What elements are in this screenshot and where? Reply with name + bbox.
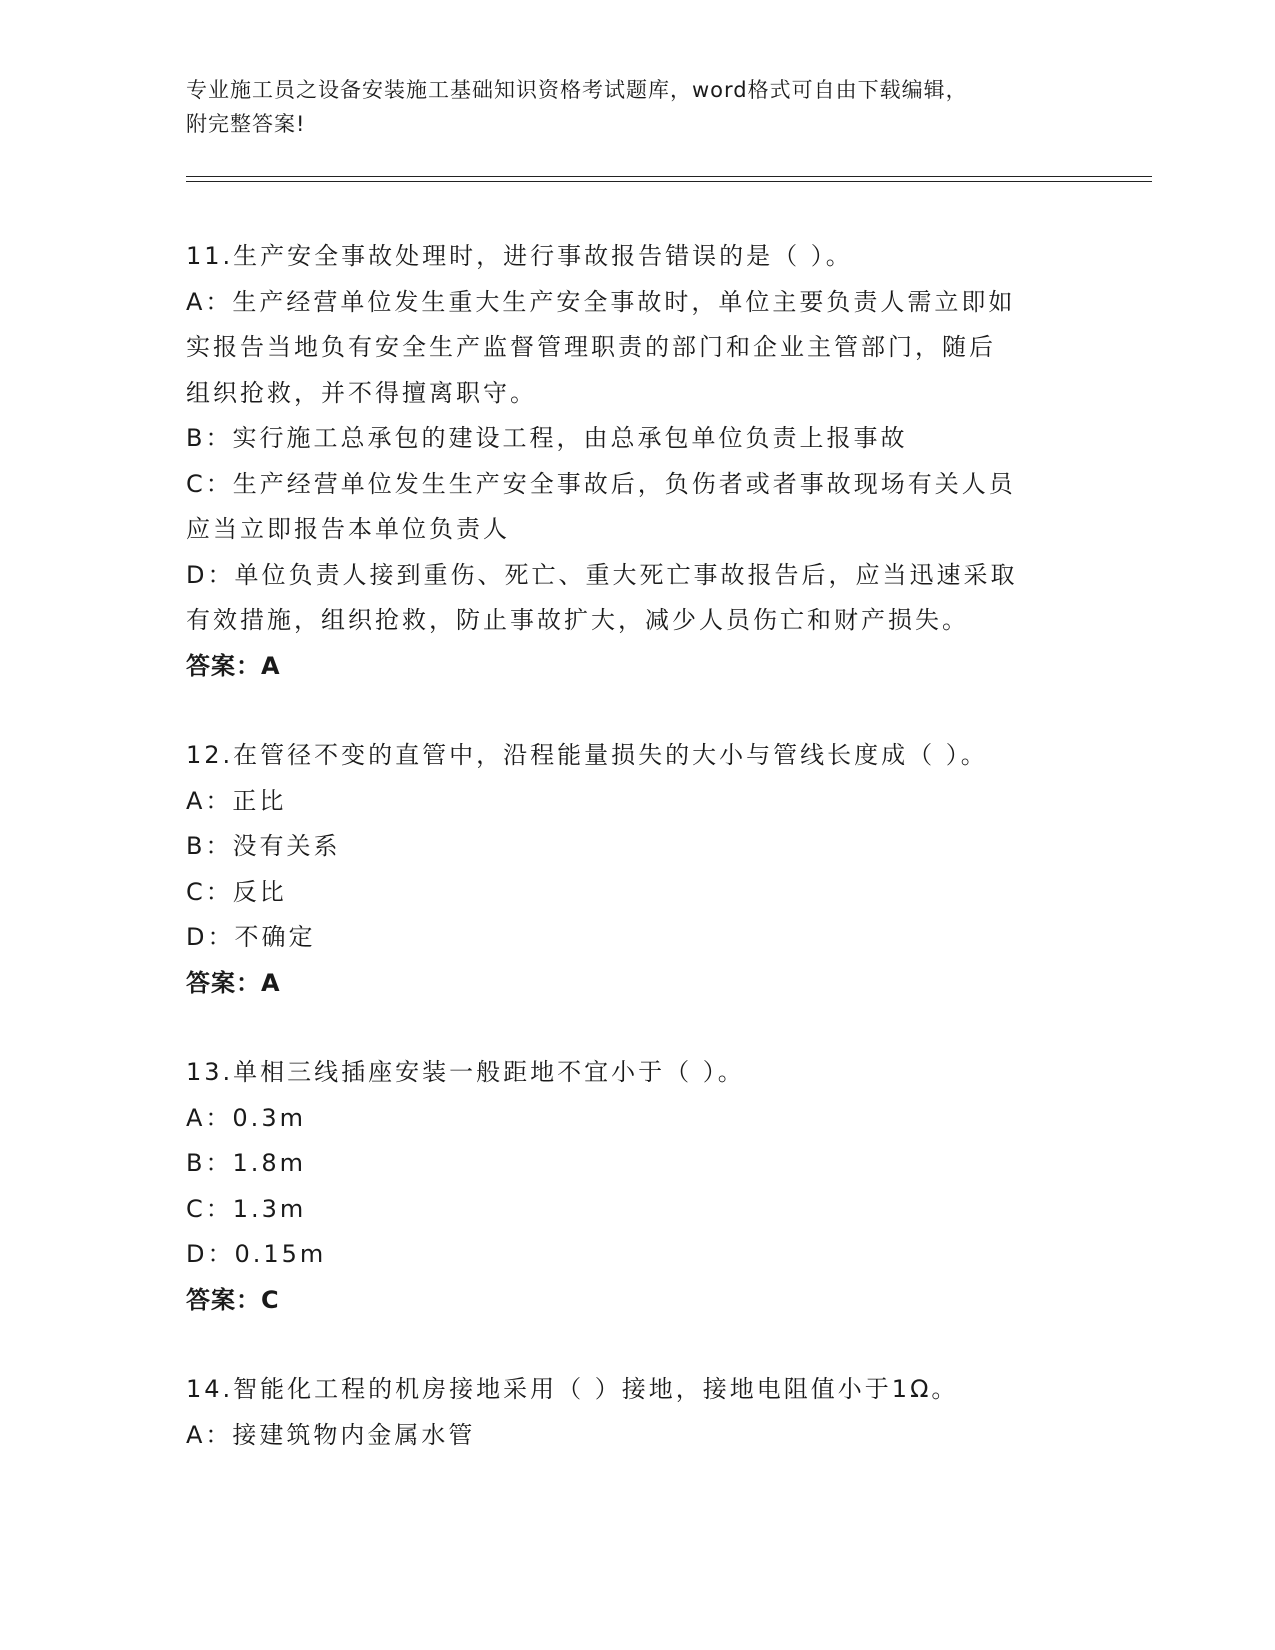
- question-stem: 13.单相三线插座安装一般距地不宜小于（ ）。: [186, 1058, 745, 1086]
- question-stem: 14.智能化工程的机房接地采用（ ）接地，接地电阻值小于1Ω。: [186, 1375, 959, 1403]
- header-rule-top: [186, 176, 1152, 177]
- answer-text: 答案：A: [186, 968, 281, 997]
- option-c-line-1: C：生产经营单位发生生产安全事故后，负伤者或者事故现场有关人员: [186, 469, 1016, 498]
- option-b: B：没有关系: [186, 832, 341, 860]
- question-13: [186, 1050, 1086, 1323]
- answer-text: 答案：A: [186, 651, 281, 680]
- document-header: [186, 73, 1066, 141]
- question-11: [186, 234, 1086, 689]
- option-c: C：1.3m: [186, 1194, 307, 1223]
- question-14: [186, 1367, 1086, 1458]
- answer-text: 答案：C: [186, 1285, 280, 1314]
- option-a-line-2: 实报告当地负有安全生产监督管理职责的部门和企业主管部门，随后: [186, 333, 996, 361]
- option-b: B：1.8m: [186, 1149, 307, 1177]
- option-d: D：0.15m: [186, 1240, 327, 1268]
- option-c: C：反比: [186, 877, 287, 906]
- option-d-line-2: 有效措施，组织抢救，防止事故扩大，减少人员伤亡和财产损失。: [186, 606, 969, 634]
- option-b: B：实行施工总承包的建设工程，由总承包单位负责上报事故: [186, 424, 908, 452]
- option-a: A：0.3m: [186, 1103, 306, 1132]
- option-a-line-3: 组织抢救，并不得擅离职守。: [186, 378, 537, 407]
- option-a-line-1: A：生产经营单位发生重大生产安全事故时，单位主要负责人需立即如: [186, 287, 1016, 316]
- header-title-line-2: 附完整答案!: [186, 112, 306, 136]
- question-list: [186, 234, 1086, 1502]
- header-title-line-1: 专业施工员之设备安装施工基础知识资格考试题库，word格式可自由下载编辑，: [186, 78, 968, 102]
- option-a: A：正比: [186, 786, 287, 815]
- question-12: [186, 733, 1086, 1006]
- question-stem: 11.生产安全事故处理时，进行事故报告错误的是（ ）。: [186, 242, 853, 270]
- option-c-line-2: 应当立即报告本单位负责人: [186, 515, 510, 543]
- option-a: A：接建筑物内金属水管: [186, 1420, 476, 1449]
- header-rule-bottom: [186, 181, 1152, 182]
- question-stem: 12.在管径不变的直管中，沿程能量损失的大小与管线长度成（ ）。: [186, 741, 988, 769]
- option-d: D：不确定: [186, 923, 316, 951]
- option-d-line-1: D：单位负责人接到重伤、死亡、重大死亡事故报告后，应当迅速采取: [186, 560, 1018, 589]
